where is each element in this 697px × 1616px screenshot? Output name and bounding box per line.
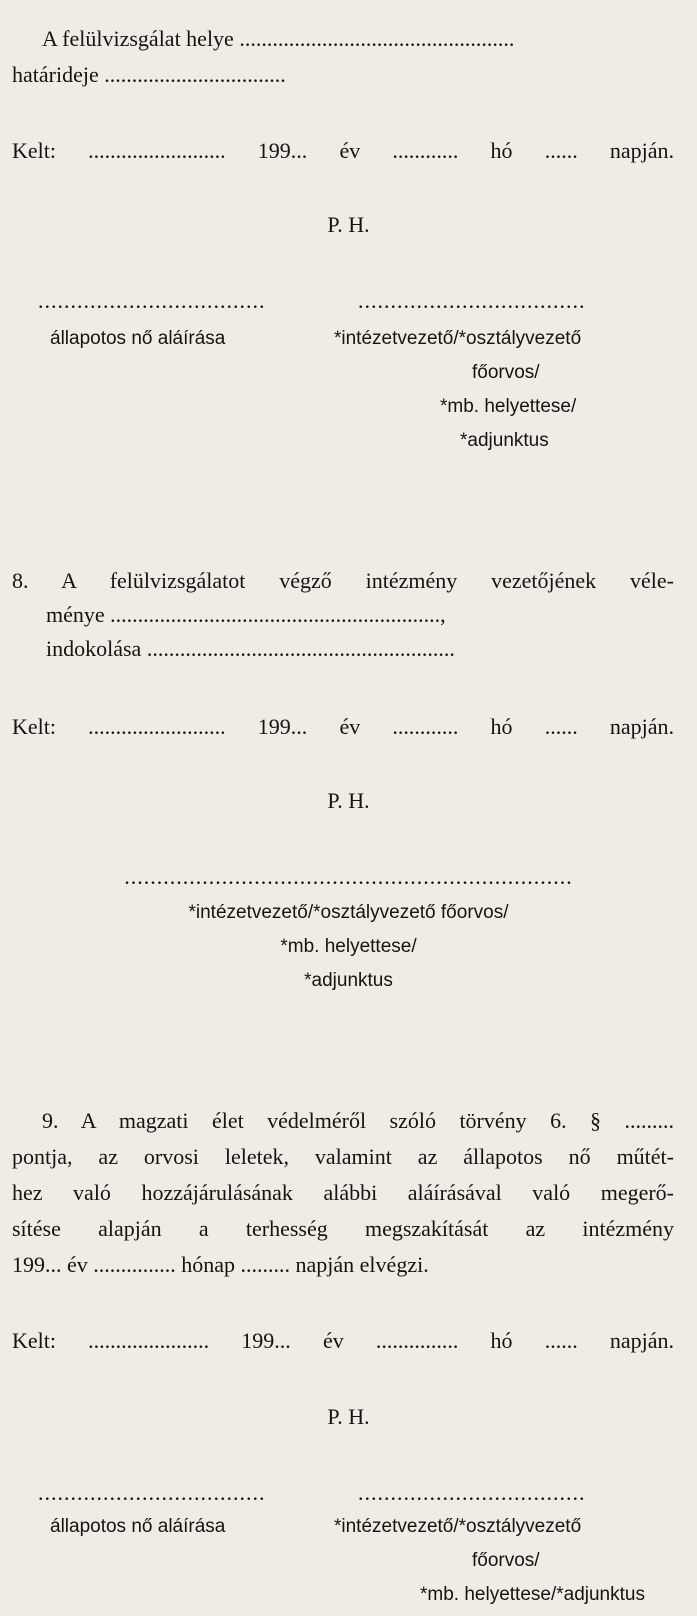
signature-label-assistant-1: *adjunktus <box>460 430 549 451</box>
signature-label-head-physician-2: *intézetvezető/*osztályvezető főorvos/ <box>188 902 509 923</box>
section9-line-2: pontja, az orvosi leletek, valamint az állapotos nő műtét- <box>12 1144 674 1169</box>
signature-dots-right-3: ................................... <box>358 1480 586 1505</box>
signature-dots-left-1: ................................... <box>38 288 266 313</box>
section8-heading: 8. A felülvizsgálatot végző intézmény vezetőjének véle- <box>12 568 674 593</box>
stamp-placeholder-1: P. H. <box>327 212 370 237</box>
date-line-3: Kelt: ...................... 199... év ............... hó ...... napján. <box>12 1328 674 1353</box>
signature-dots-left-3: ................................... <box>38 1480 266 1505</box>
signature-label-pregnant-woman-1: állapotos nő aláírása <box>50 328 226 349</box>
signature-label-chief-1: főorvos/ <box>472 362 540 383</box>
deadline-line: határideje ................................. <box>12 62 286 87</box>
section9-line-4: sítése alapján a terhesség megszakítását az intézmény <box>12 1216 674 1241</box>
section9-line-1: 9. A magzati élet védelméről szóló törvény 6. § ......... <box>42 1108 674 1133</box>
signature-label-chief-3: főorvos/ <box>472 1550 540 1571</box>
justification-line: indokolása ........................................................ <box>46 636 455 661</box>
date-line-2: Kelt: ......................... 199... év ............ hó ...... napján. <box>12 714 674 739</box>
opinion-line: ménye ............................................................, <box>46 602 446 627</box>
signature-label-deputy-assistant-3: *mb. helyettese/*adjunktus <box>420 1584 645 1605</box>
signature-label-deputy-2: *mb. helyettese/ <box>280 936 417 957</box>
signature-label-assistant-2: *adjunktus <box>304 970 393 991</box>
stamp-placeholder-3: P. H. <box>327 1404 370 1429</box>
signature-label-deputy-1: *mb. helyettese/ <box>440 396 577 417</box>
signature-label-head-physician-3: *intézetvezető/*osztályvezető <box>334 1516 582 1537</box>
signature-label-pregnant-woman-3: állapotos nő aláírása <box>50 1516 226 1537</box>
stamp-placeholder-2: P. H. <box>327 788 370 813</box>
review-place-line: A felülvizsgálat helye .................................................. <box>42 26 515 51</box>
signature-label-head-physician-1: *intézetvezető/*osztályvezető <box>334 328 582 349</box>
section9-line-5: 199... év ............... hónap ......... napján elvégzi. <box>12 1252 429 1277</box>
date-line-1: Kelt: ......................... 199... év ............ hó ...... napján. <box>12 138 674 163</box>
signature-dots-2: ..................................................................... <box>124 864 573 889</box>
signature-dots-right-1: ................................... <box>358 288 586 313</box>
section9-line-3: hez való hozzájárulásának alábbi aláírásával való megerő- <box>12 1180 674 1205</box>
